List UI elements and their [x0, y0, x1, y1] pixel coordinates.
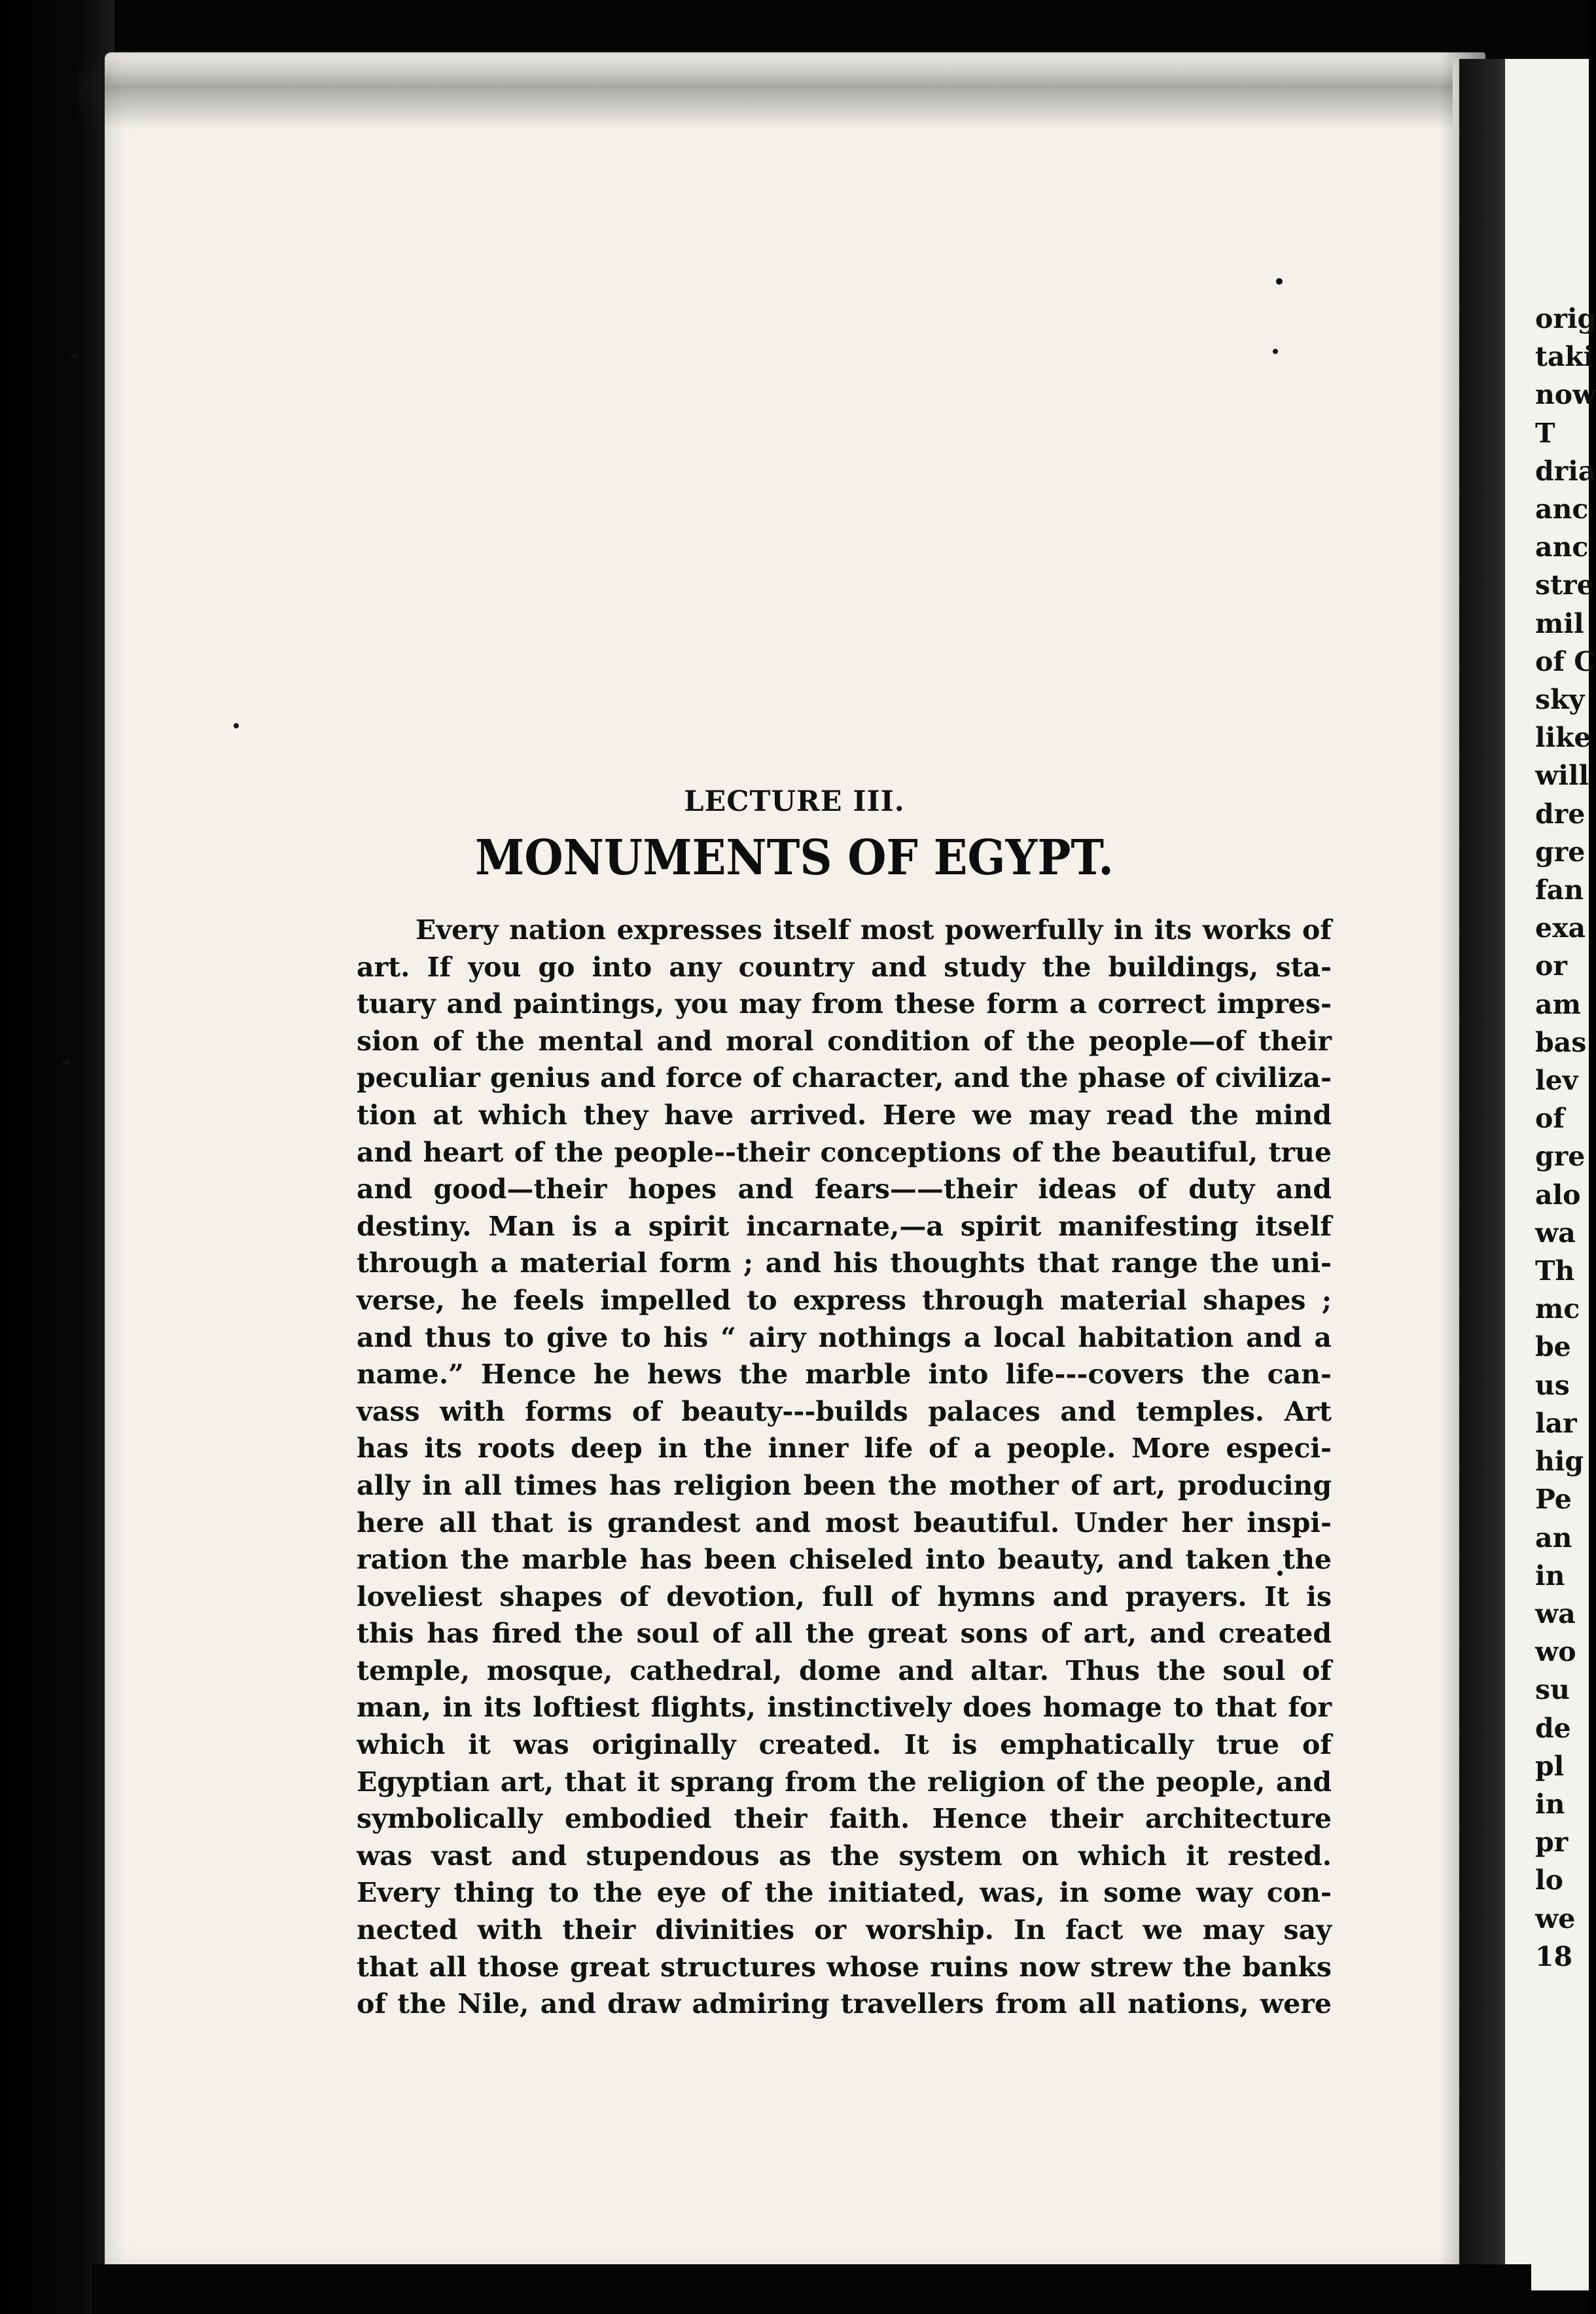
body-line: verse, he feels impelled to express through material shapes ; [357, 1284, 1332, 1316]
next-page-line: exa [1535, 912, 1586, 944]
next-page-line: am [1535, 988, 1581, 1020]
next-page-line: lo [1535, 1864, 1563, 1896]
body-line: of the Nile, and draw admiring travellers from all nations, were [357, 1988, 1332, 2020]
body-line: man, in its loftiest flights, instinctively does homage to that for [357, 1692, 1332, 1724]
next-page-line: we [1535, 1902, 1576, 1934]
next-page-line: be [1535, 1331, 1571, 1363]
next-page-line: dre [1535, 798, 1586, 830]
chapter-title: MONUMENTS OF EGYPT. [474, 830, 1114, 886]
body-line: name.” Hence he hews the marble into life---covers the can- [357, 1359, 1332, 1391]
body-line: has its roots deep in the inner life of a people. More especi- [357, 1433, 1332, 1465]
next-page-line: in [1535, 1559, 1565, 1592]
next-page-line: lev [1535, 1065, 1578, 1097]
body-line: and thus to give to his “ airy nothings a local habitation and a [357, 1321, 1332, 1353]
next-page-line: in [1535, 1788, 1565, 1820]
body-line: Every thing to the eye of the initiated, was, in some way con- [357, 1877, 1332, 1909]
next-page-line: T [1535, 417, 1555, 449]
body-line: which it was originally created. It is emphatically true of [357, 1729, 1332, 1761]
ink-speck [1273, 349, 1278, 354]
lecture-label: LECTURE III. [684, 785, 905, 818]
next-page-line: wa [1535, 1597, 1576, 1629]
body-line: and good—their hopes and fears——their ideas of duty and [357, 1173, 1332, 1205]
next-page-line: sky [1535, 684, 1585, 716]
next-page-line: Th [1535, 1255, 1575, 1287]
next-page-line: mc [1535, 1293, 1580, 1325]
body-line: art. If you go into any country and study the buildings, sta- [357, 951, 1332, 983]
body-line: tuary and paintings, you may from these form a correct impres- [357, 988, 1332, 1020]
body-line: ally in all times has religion been the mother of art, producing [357, 1469, 1332, 1501]
next-page-line: gre [1535, 1141, 1586, 1173]
ink-speck [71, 353, 79, 358]
next-page-line: stre [1535, 569, 1594, 601]
next-page-line: mil [1535, 607, 1584, 639]
next-page-line: Pe [1535, 1484, 1572, 1516]
body-line: Every nation expresses itself most powerfully in its works of [416, 914, 1332, 946]
body-line: sion of the mental and moral condition of the people—of their [357, 1025, 1332, 1057]
next-page-line: anc [1535, 493, 1589, 525]
next-page-line: taki [1535, 341, 1594, 373]
next-page-line: pl [1535, 1750, 1565, 1782]
next-page-line: us [1535, 1369, 1570, 1401]
body-line: and heart of the people--their conceptions of the beautiful, true [357, 1136, 1332, 1168]
next-page-line: 18 [1535, 1940, 1573, 1972]
next-page-line: anc [1535, 531, 1589, 563]
next-page-line: orig [1535, 303, 1596, 334]
next-page-line: de [1535, 1712, 1571, 1744]
next-page-line: of C [1535, 645, 1595, 677]
body-line: temple, mosque, cathedral, dome and altar. Thus the soul of [357, 1654, 1332, 1686]
next-page-line: or [1535, 950, 1567, 982]
next-page-line: gre [1535, 836, 1586, 868]
next-page-fragment [1505, 59, 1596, 2290]
body-line: destiny. Man is a spirit incarnate,—a spirit manifesting itself [357, 1210, 1332, 1242]
next-page-line: of [1535, 1103, 1565, 1135]
binding-edge [0, 0, 115, 2314]
body-line: tion at which they have arrived. Here we may read the mind [357, 1099, 1332, 1131]
body-line: ration the marble has been chiseled into beauty, and taken the [357, 1544, 1332, 1576]
body-line: symbolically embodied their faith. Hence their architecture [357, 1803, 1332, 1835]
body-line: nected with their divinities or worship. In fact we may say [357, 1914, 1332, 1946]
next-page-line: wo [1535, 1636, 1576, 1668]
body-line: vass with forms of beauty---builds palaces and temples. Art [357, 1395, 1332, 1427]
next-page-line: pr [1535, 1826, 1569, 1859]
next-page-line: bas [1535, 1026, 1587, 1058]
body-line: here all that is grandest and most beautiful. Under her inspi- [357, 1506, 1332, 1539]
next-page-line: fan [1535, 874, 1584, 906]
ink-speck [62, 1060, 70, 1065]
body-line: loveliest shapes of devotion, full of hymns and prayers. It is [357, 1580, 1332, 1612]
next-page-line: lar [1535, 1407, 1577, 1439]
next-page-line: like [1535, 722, 1591, 754]
bottom-edge [92, 2264, 1531, 2314]
next-page-line: wa [1535, 1217, 1576, 1249]
next-page-line: will [1535, 760, 1589, 792]
body-line: that all those great structures whose ruins now strew the banks [357, 1951, 1332, 1983]
next-page-line: now [1535, 379, 1596, 411]
body-line: was vast and stupendous as the system on which it rested. [357, 1840, 1332, 1872]
body-line: through a material form ; and his thoughts that range the uni- [357, 1247, 1332, 1279]
body-line: Egyptian art, that it sprang from the religion of the people, and [357, 1766, 1332, 1798]
body-paragraph [357, 912, 1332, 2023]
next-page-line: dria [1535, 455, 1596, 487]
body-line: peculiar genius and force of character, and the phase of civiliza- [357, 1062, 1332, 1094]
body-line: this has fired the soul of all the great sons of art, and created [357, 1618, 1332, 1650]
next-page-text [1535, 300, 1596, 1976]
next-page-line: an [1535, 1522, 1572, 1554]
next-page-line: su [1535, 1674, 1570, 1706]
ink-speck [234, 723, 239, 728]
next-page-line: alo [1535, 1179, 1581, 1211]
next-page-line: hig [1535, 1446, 1584, 1478]
ink-speck [1276, 278, 1283, 285]
